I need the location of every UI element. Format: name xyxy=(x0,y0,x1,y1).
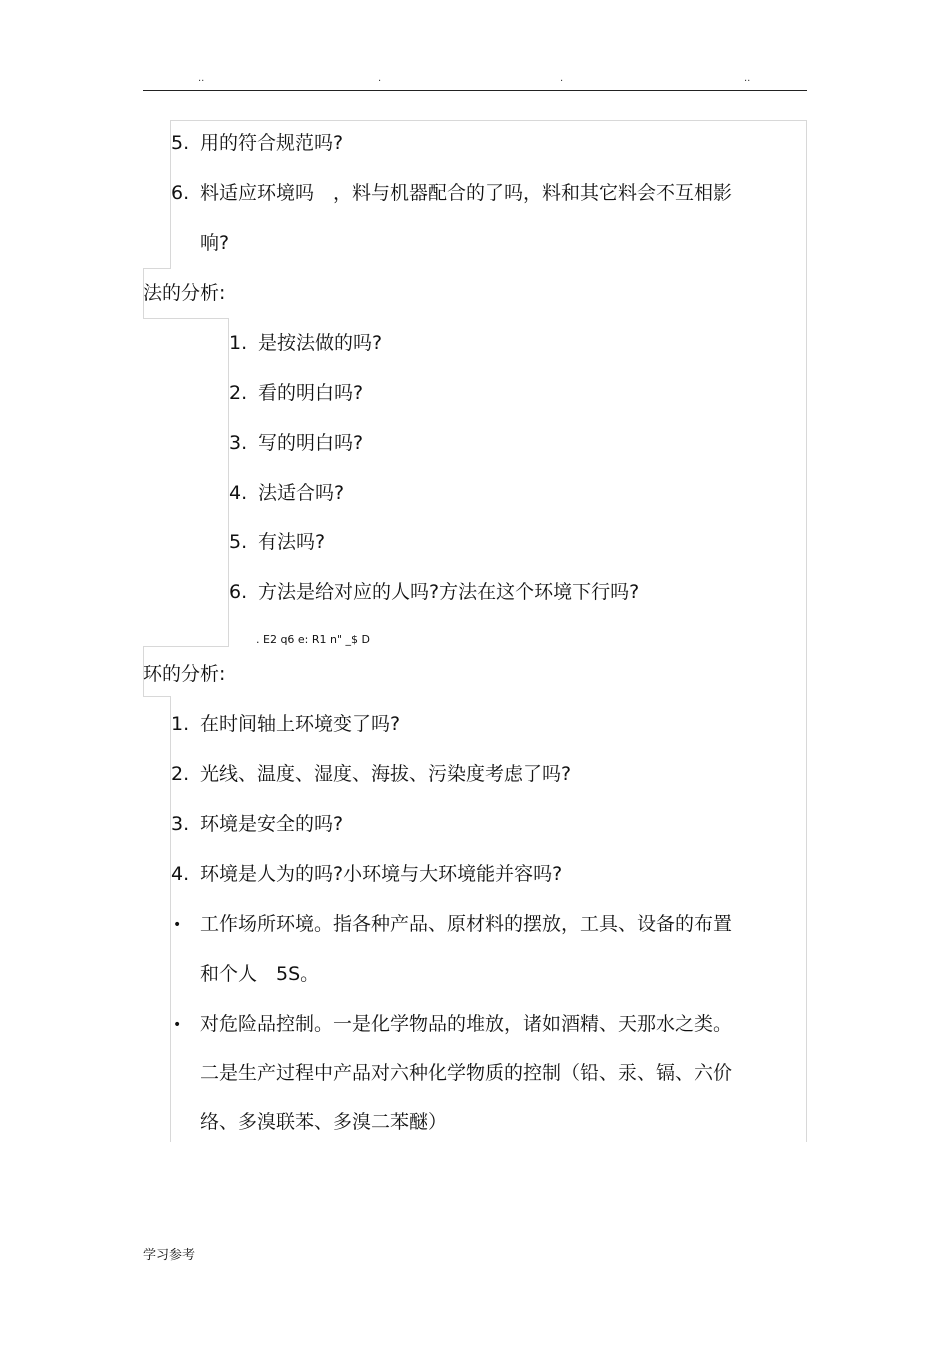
frame-border xyxy=(143,318,229,319)
list-number: 3. xyxy=(229,432,248,454)
list-item-text: 光线、温度、湿度、海拔、污染度考虑了吗? xyxy=(200,763,572,785)
list-item-text: 有法吗? xyxy=(258,531,326,553)
list-number: 1. xyxy=(171,713,190,735)
list-item-text: 写的明白吗? xyxy=(258,432,364,454)
bullet-text: 二是生产过程中产品对六种化学物质的控制（铅、汞、镉、六价 xyxy=(200,1062,733,1084)
header-mark: . xyxy=(378,73,382,84)
list-item-text: 料适应环境吗 ，料与机器配合的了吗，料和其它料会不互相影 xyxy=(200,182,733,204)
watermark-text: . E2 q6 e: R1 n" _$ D xyxy=(256,633,371,646)
header-mark: . xyxy=(560,73,564,84)
frame-border xyxy=(143,646,229,647)
frame-border xyxy=(170,120,807,121)
list-number: 3. xyxy=(171,813,190,835)
bullet-text: 和个人 5S。 xyxy=(200,963,320,985)
list-number: 1. xyxy=(229,332,248,354)
list-item-text: 在时间轴上环境变了吗? xyxy=(200,713,401,735)
list-number: 2. xyxy=(171,763,190,785)
header-mark: .. xyxy=(198,73,205,84)
frame-border xyxy=(806,120,807,1142)
list-number: 4. xyxy=(171,863,190,885)
list-number: 6. xyxy=(171,182,190,204)
bullet-text: 工作场所环境。指各种产品、原材料的摆放，工具、设备的布置 xyxy=(200,913,733,935)
bullet-text: 络、多溴联苯、多溴二苯醚） xyxy=(200,1111,448,1133)
header-mark: .. xyxy=(744,73,751,84)
list-item-text: 用的符合规范吗? xyxy=(200,132,344,154)
list-number: 6. xyxy=(229,581,248,603)
bullet-icon: • xyxy=(173,1017,182,1033)
list-item-text: 环境是安全的吗? xyxy=(200,813,344,835)
list-number: 2. xyxy=(229,382,248,404)
list-number: 5. xyxy=(171,132,190,154)
list-item-text: 响? xyxy=(200,232,230,254)
section-heading-method: 法的分析: xyxy=(143,282,226,304)
list-item-text: 是按法做的吗? xyxy=(258,332,383,354)
page-footer: 学习参考 xyxy=(143,1248,196,1263)
list-item-text: 方法是给对应的人吗?方法在这个环境下行吗? xyxy=(258,581,640,603)
list-number: 4. xyxy=(229,482,248,504)
list-item-text: 看的明白吗? xyxy=(258,382,364,404)
header-rule xyxy=(143,90,807,91)
list-number: 5. xyxy=(229,531,248,553)
bullet-text: 对危险品控制。一是化学物品的堆放，诸如酒精、天那水之类。 xyxy=(200,1013,733,1035)
list-item-text: 法适合吗? xyxy=(258,482,345,504)
list-item-text: 环境是人为的吗?小环境与大环境能并容吗? xyxy=(200,863,563,885)
frame-border xyxy=(143,696,171,697)
frame-border xyxy=(143,268,171,269)
section-heading-environment: 环的分析: xyxy=(143,663,226,685)
bullet-icon: • xyxy=(173,917,182,933)
